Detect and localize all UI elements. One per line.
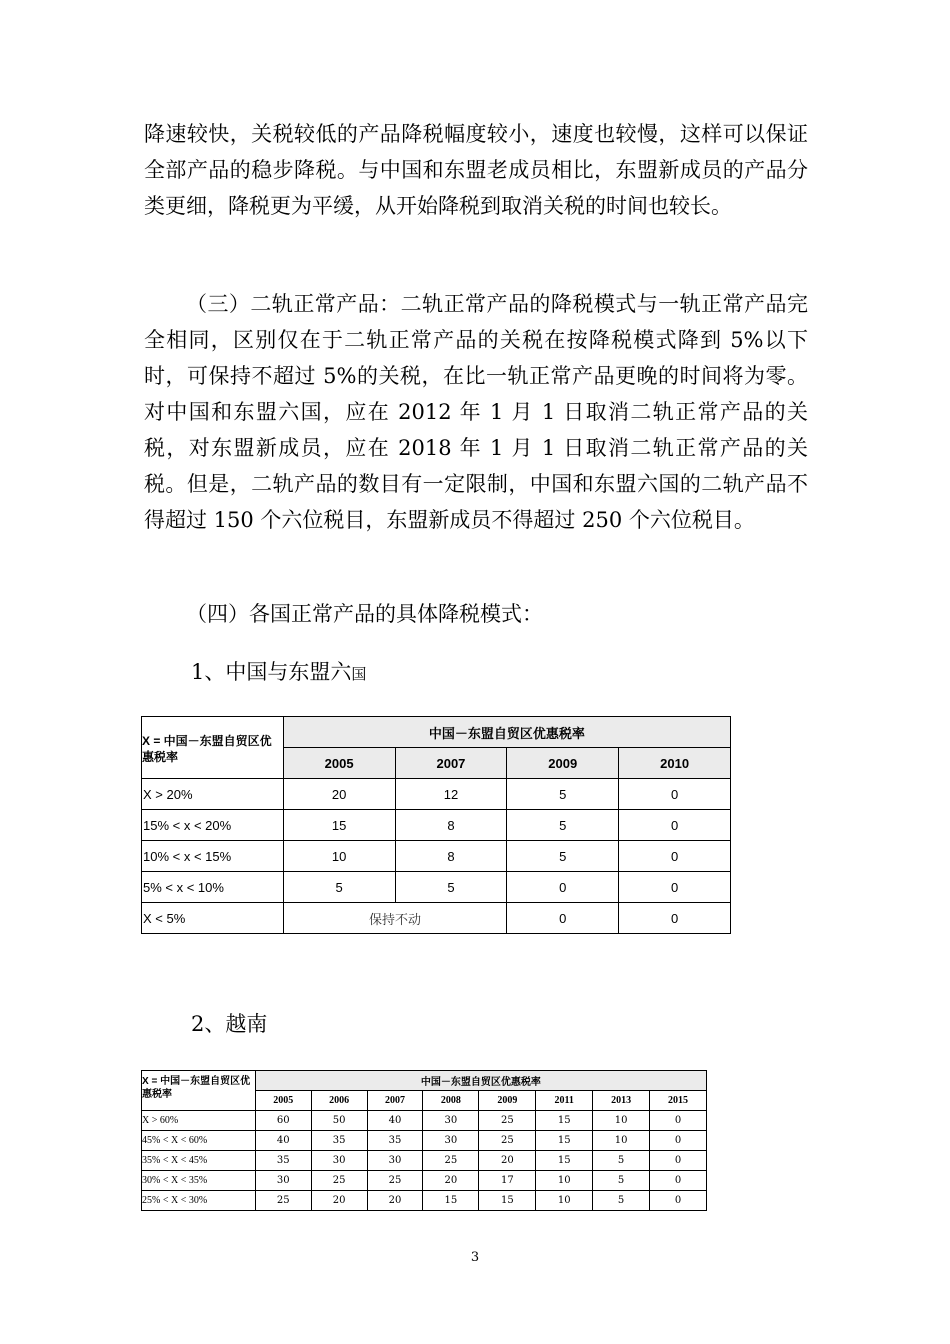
table-cell: 0	[619, 841, 731, 872]
table-cell: 15	[536, 1111, 593, 1131]
table-row	[142, 841, 731, 872]
table-cell-merged: 保持不动	[283, 903, 507, 934]
table-cell: 0	[619, 779, 731, 810]
table-cell: 5	[593, 1191, 650, 1211]
table-cell: 10	[536, 1171, 593, 1191]
table-cell: 50	[311, 1111, 367, 1131]
table-cell: 0	[650, 1111, 707, 1131]
table-cell: 0	[650, 1191, 707, 1211]
row-label: 25% < X < 30%	[142, 1191, 256, 1211]
heading-china-asean6	[191, 654, 366, 692]
row-label: X > 60%	[142, 1111, 256, 1131]
table-cell: 30	[423, 1111, 479, 1131]
table-cell: 5	[507, 810, 619, 841]
table-cell: 30	[311, 1151, 367, 1171]
row-label: 15% < x < 20%	[142, 810, 284, 841]
table-cell: 25	[311, 1171, 367, 1191]
table-cell: 0	[650, 1151, 707, 1171]
table-cell: 12	[395, 779, 507, 810]
table-corner-label: X = 中国－东盟自贸区优惠税率	[142, 1071, 256, 1111]
table-cell: 15	[536, 1131, 593, 1151]
table-cell: 10	[536, 1191, 593, 1211]
year-header: 2015	[650, 1091, 707, 1111]
year-header: 2008	[423, 1091, 479, 1111]
table-row	[142, 810, 731, 841]
table-cell: 15	[283, 810, 395, 841]
year-header: 2013	[593, 1091, 650, 1111]
row-label: 10% < x < 15%	[142, 841, 284, 872]
year-header: 2009	[507, 748, 619, 779]
table-cell: 20	[423, 1171, 479, 1191]
year-header: 2005	[255, 1091, 311, 1111]
tariff-table-china-asean6	[141, 716, 731, 934]
table-cell: 40	[367, 1111, 423, 1131]
table-cell: 30	[255, 1171, 311, 1191]
row-label: X > 20%	[142, 779, 284, 810]
table-row	[142, 779, 731, 810]
heading-text: 1、中国与东盟六	[191, 660, 352, 684]
table-cell: 15	[423, 1191, 479, 1211]
table-cell: 20	[479, 1151, 536, 1171]
table-row	[142, 872, 731, 903]
table-cell: 5	[395, 872, 507, 903]
table-header: 中国－东盟自贸区优惠税率	[255, 1071, 706, 1091]
year-header: 2007	[367, 1091, 423, 1111]
heading-vietnam: 2、越南	[191, 1012, 268, 1036]
heading-text-small: 国	[351, 665, 367, 683]
table-cell: 20	[367, 1191, 423, 1211]
page-number: 3	[470, 1250, 480, 1265]
row-label: 35% < X < 45%	[142, 1151, 256, 1171]
table-cell: 25	[479, 1131, 536, 1151]
year-header: 2006	[311, 1091, 367, 1111]
table-cell: 10	[283, 841, 395, 872]
paragraph-section4: （四）各国正常产品的具体降税模式：	[186, 602, 543, 626]
table-row	[142, 1111, 707, 1131]
table-row	[142, 1131, 707, 1151]
year-header: 2011	[536, 1091, 593, 1111]
table-cell: 5	[593, 1171, 650, 1191]
table-cell: 30	[367, 1151, 423, 1171]
table-cell: 5	[507, 841, 619, 872]
table-cell: 0	[507, 903, 619, 934]
table-corner-label: X = 中国－东盟自贸区优惠税率	[142, 717, 284, 779]
tariff-table-vietnam	[141, 1070, 707, 1211]
table-row	[142, 1151, 707, 1171]
row-label: X < 5%	[142, 903, 284, 934]
table-cell: 25	[255, 1191, 311, 1211]
table-cell: 17	[479, 1171, 536, 1191]
table-header: 中国－东盟自贸区优惠税率	[283, 717, 730, 748]
table-cell: 5	[283, 872, 395, 903]
table-cell: 10	[593, 1131, 650, 1151]
table-cell: 30	[423, 1131, 479, 1151]
table-cell: 5	[507, 779, 619, 810]
table-cell: 5	[593, 1151, 650, 1171]
paragraph-1: 降速较快，关税较低的产品降税幅度较小，速度也较慢，这样可以保证全部产品的稳步降税。与中国和东盟老成员相比，东盟新成员的产品分类更细，降税更为平缓，从开始降税到取消关税的时间也较长。	[144, 122, 808, 218]
table-cell: 8	[395, 841, 507, 872]
row-label: 5% < x < 10%	[142, 872, 284, 903]
row-label: 30% < X < 35%	[142, 1171, 256, 1191]
table-cell: 60	[255, 1111, 311, 1131]
table-cell: 10	[593, 1111, 650, 1131]
table-cell: 8	[395, 810, 507, 841]
table-cell: 0	[619, 810, 731, 841]
paragraph-track2: （三）二轨正常产品：二轨正常产品的降税模式与一轨正常产品完全相同，区别仅在于二轨正常产品的关税在按降税模式降到 5%以下时，可保持不超过 5%的关税，在比一轨正常产品更晚的时间将为零。对中国和东盟六国，应在 2012 年 1 月 1 日取消二轨正常产品的关税，对东盟新成员，应在 2018 年 1 月 1 日取消二轨正常产品的关税。但是，二轨产品的数目有一定限制，中国和东盟六国的二轨产品不得超过 150 个六位税目，东盟新成员不得超过 250 个六位税目。	[144, 292, 808, 532]
table-cell: 25	[479, 1111, 536, 1131]
year-header: 2007	[395, 748, 507, 779]
table-row	[142, 1191, 707, 1211]
table-cell: 25	[423, 1151, 479, 1171]
year-header: 2010	[619, 748, 731, 779]
table-cell: 35	[367, 1131, 423, 1151]
table-cell: 25	[367, 1171, 423, 1191]
year-header: 2005	[283, 748, 395, 779]
table-row	[142, 903, 731, 934]
table-cell: 20	[311, 1191, 367, 1211]
table-cell: 0	[650, 1171, 707, 1191]
table-cell: 20	[283, 779, 395, 810]
table-cell: 0	[507, 872, 619, 903]
table-cell: 35	[311, 1131, 367, 1151]
year-header: 2009	[479, 1091, 536, 1111]
table-cell: 40	[255, 1131, 311, 1151]
table-cell: 0	[619, 872, 731, 903]
table-cell: 0	[619, 903, 731, 934]
row-label: 45% < X < 60%	[142, 1131, 256, 1151]
table-cell: 35	[255, 1151, 311, 1171]
table-cell: 15	[536, 1151, 593, 1171]
table-row	[142, 1171, 707, 1191]
table-cell: 0	[650, 1131, 707, 1151]
table-cell: 15	[479, 1191, 536, 1211]
